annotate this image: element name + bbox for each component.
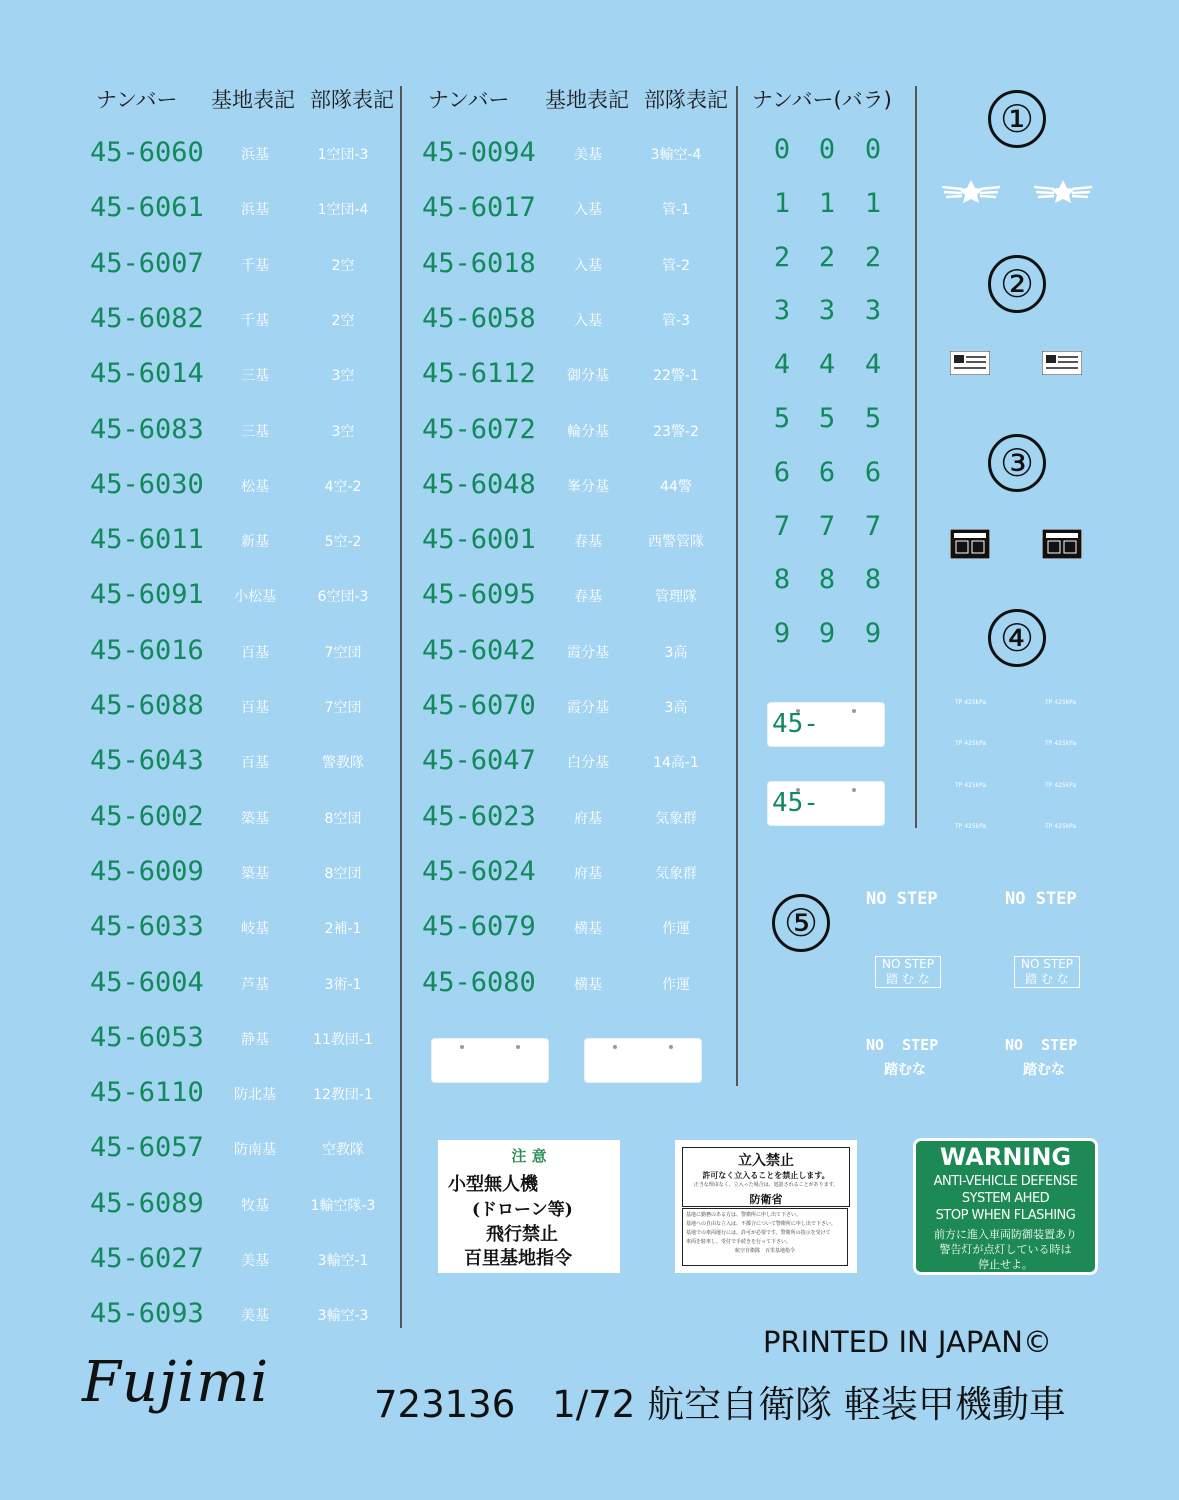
- base-label: 横基: [574, 921, 602, 938]
- loose-digit: 1: [818, 187, 836, 219]
- tire-pressure-label: TP 425kPa: [1045, 699, 1077, 706]
- unit-label: 7空団: [324, 700, 362, 716]
- base-label: 新基: [241, 534, 269, 551]
- base-label: 三基: [241, 423, 269, 440]
- unit-label: 3輸空-4: [650, 147, 702, 163]
- plate-number: 45-6024: [422, 855, 536, 887]
- loose-digit: 8: [864, 564, 882, 596]
- no-step-spaced: NO STEP: [1005, 1036, 1078, 1054]
- plate-number: 45-6112: [422, 358, 536, 390]
- unit-label: 7空団: [324, 644, 362, 661]
- header-unit-2: 部隊表記: [644, 88, 728, 112]
- plate-number: 45-6088: [90, 690, 204, 721]
- loose-digit: 9: [818, 618, 836, 650]
- divider-3: [915, 86, 917, 828]
- base-label: 芦基: [241, 976, 269, 993]
- plate-number: 45-6093: [90, 1298, 204, 1330]
- plate-number: 45-6089: [90, 1187, 204, 1219]
- unit-label: 管-1: [662, 202, 690, 219]
- plate-number: 45-6002: [90, 800, 204, 832]
- header-unit-1: 部隊表記: [310, 88, 394, 112]
- unit-label: 1空団-3: [317, 147, 369, 163]
- base-label: 防北基: [234, 1087, 276, 1104]
- plate-number: 45-6001: [422, 524, 536, 556]
- base-label: 浜基: [241, 202, 269, 219]
- unit-label: 23警-2: [653, 423, 699, 440]
- base-label: 入基: [574, 257, 602, 274]
- loose-digit: 5: [773, 403, 791, 434]
- plate-number: 45-6017: [422, 192, 536, 224]
- plate-number: 45-6047: [422, 745, 536, 777]
- base-label: 入基: [574, 312, 602, 329]
- base-label: 白分基: [567, 755, 609, 772]
- unit-label: 4空-2: [324, 478, 362, 495]
- plate-number: 45-6057: [90, 1132, 204, 1164]
- plate-number: 45-6023: [422, 800, 536, 832]
- loose-digit: 8: [773, 564, 791, 596]
- base-label: 春基: [574, 589, 602, 606]
- unit-label: 44警: [660, 478, 692, 495]
- marker-2: ②: [988, 255, 1046, 313]
- loose-digit: 3: [864, 295, 882, 327]
- unit-label: 8空団: [324, 865, 362, 882]
- unit-label: 気象群: [655, 865, 697, 882]
- plate-number: 45-6082: [90, 302, 204, 334]
- plate-number: 45-6091: [90, 579, 204, 611]
- plate-number: 45-6027: [90, 1243, 204, 1274]
- base-label: 輪分基: [567, 423, 609, 440]
- loose-digit: 6: [773, 456, 791, 488]
- product-title: 723136 1/72 航空自衛隊 軽装甲機動車: [374, 1383, 1066, 1426]
- unit-label: 1空団-4: [317, 202, 369, 219]
- placard-icon: [1042, 351, 1082, 375]
- base-label: 御分基: [567, 368, 609, 385]
- header-number-1: ナンバー: [96, 88, 178, 112]
- loose-digit: 7: [864, 510, 882, 542]
- loose-digit: 3: [773, 295, 791, 327]
- placard-icon: [950, 351, 990, 375]
- loose-digit: 5: [864, 403, 882, 434]
- header-number-2: ナンバー: [428, 88, 510, 112]
- tire-pressure-label: TP 425kPa: [955, 699, 987, 706]
- plate-number: 45-6009: [90, 855, 204, 887]
- loose-digit: 7: [818, 510, 836, 542]
- base-label: 美基: [241, 1253, 269, 1269]
- unit-label: 12教団-1: [313, 1087, 373, 1104]
- unit-label: 空教隊: [322, 1142, 364, 1159]
- unit-label: 作運: [662, 921, 690, 938]
- base-label: 霞分基: [567, 700, 609, 716]
- base-label: 防南基: [234, 1142, 276, 1159]
- plate-number: 45-6014: [90, 358, 204, 390]
- blank-plate: [432, 1039, 548, 1082]
- base-label: 築基: [241, 865, 269, 882]
- tire-pressure-label: TP 425kPa: [1045, 740, 1077, 747]
- unit-label: 気象群: [655, 810, 697, 827]
- loose-digit: 0: [773, 134, 791, 165]
- marker-3: ③: [988, 434, 1046, 492]
- loose-digit: 2: [773, 241, 791, 273]
- base-label: 築基: [241, 810, 269, 827]
- unit-label: 6空団-3: [317, 589, 369, 606]
- unit-label: 3空: [331, 368, 355, 385]
- brand-logo: Fujimi: [82, 1350, 270, 1415]
- loose-digit: 6: [818, 456, 836, 488]
- base-label: 岐基: [241, 921, 269, 938]
- header-base-1: 基地表記: [211, 88, 295, 112]
- plate-45: 45-: [768, 782, 884, 825]
- loose-digit: 0: [818, 134, 836, 165]
- marker-1: ①: [988, 90, 1046, 148]
- base-label: 百基: [241, 700, 269, 716]
- unit-label: 8空団: [324, 810, 362, 827]
- no-step-boxed: NO STEP 踏 む な: [1014, 956, 1080, 988]
- unit-label: 2補-1: [324, 921, 362, 938]
- plate-45: 45-: [768, 703, 884, 746]
- tire-pressure-label: TP 425kPa: [955, 740, 987, 747]
- unit-label: 警教隊: [322, 755, 364, 772]
- tire-pressure-label: TP 425kPa: [955, 782, 987, 789]
- jasdf-wing-emblem-icon: [1032, 177, 1094, 207]
- unit-label: 3空: [331, 423, 355, 440]
- base-label: 松基: [241, 478, 269, 495]
- plate-number: 45-6060: [90, 137, 204, 168]
- base-label: 千基: [241, 312, 269, 329]
- loose-digit: 4: [773, 349, 791, 381]
- plate-number: 45-6007: [90, 247, 204, 279]
- plate-number: 45-6011: [90, 524, 204, 556]
- plate-number: 45-6004: [90, 966, 204, 998]
- loose-digit: 0: [864, 134, 882, 165]
- loose-digit: 2: [818, 241, 836, 273]
- base-label: 横基: [574, 976, 602, 993]
- plate-number: 45-6033: [90, 911, 204, 943]
- blank-plate: [585, 1039, 701, 1082]
- base-label: 百基: [241, 755, 269, 772]
- no-step-spaced: NO STEP: [866, 1036, 939, 1054]
- unit-label: 作運: [662, 976, 690, 993]
- base-label: 府基: [574, 810, 602, 827]
- divider-2: [736, 86, 738, 1086]
- anti-vehicle-warning-sign: WARNING ANTI-VEHICLE DEFENSE SYSTEM AHED STOP WHEN FLASHING 前方に進入車両防御装置あり 警告灯が点灯している時は 停止せよ。: [913, 1138, 1098, 1275]
- base-label: 小松基: [234, 589, 276, 606]
- base-label: 浜基: [241, 147, 269, 163]
- base-label: 千基: [241, 257, 269, 274]
- unit-label: 管理隊: [655, 589, 697, 606]
- plate-number: 45-6079: [422, 911, 536, 943]
- plate-number: 45-6072: [422, 413, 536, 445]
- loose-digit: 5: [818, 403, 836, 434]
- plate-number: 45-6058: [422, 302, 536, 334]
- unit-label: 5空-2: [324, 534, 362, 551]
- loose-digit: 9: [773, 618, 791, 650]
- no-entry-sign: 立入禁止 許可なく立入ることを禁止します。 正当な理由なく、立入った場合は、処罰されることがあります。 防衛省 基地に勤務のある方は、警衛所に申し出て下さい。 基地への自由な立入は、不都合について警衛所に申し出で下さい。 基地での車両運行には、許可が必要です。警衛所の指示を受けて 車両を駐車し、受付で手続きを行って下さい。 航空自衛隊 百里基地指令: [675, 1140, 857, 1273]
- unit-label: 14高-1: [653, 755, 699, 772]
- unit-label: 3高: [664, 700, 688, 716]
- base-label: 百基: [241, 644, 269, 661]
- loose-digit: 9: [864, 618, 882, 650]
- base-label: 三基: [241, 368, 269, 385]
- plate-number: 45-6061: [90, 192, 204, 224]
- marker-4: ④: [988, 609, 1046, 667]
- base-label: 霞分基: [567, 644, 609, 661]
- no-step-bold: NO STEP: [866, 889, 938, 909]
- unit-label: 3術-1: [324, 976, 362, 993]
- unit-label: 西警管隊: [648, 534, 704, 551]
- tire-pressure-label: TP 425kPa: [1045, 782, 1077, 789]
- unit-label: 管-3: [662, 312, 690, 329]
- plate-number: 45-0094: [422, 137, 536, 168]
- plate-number: 45-6083: [90, 413, 204, 445]
- instrument-panel-icon: [1042, 529, 1082, 559]
- base-label: 府基: [574, 865, 602, 882]
- base-label: 美基: [241, 1308, 269, 1325]
- base-label: 美基: [574, 147, 602, 163]
- loose-digit: 3: [818, 295, 836, 327]
- unit-label: 1輸空隊-3: [310, 1197, 376, 1214]
- plate-number: 45-6110: [90, 1077, 204, 1109]
- base-label: 牧基: [241, 1197, 269, 1214]
- plate-number: 45-6016: [90, 634, 204, 666]
- loose-digit: 2: [864, 241, 882, 273]
- loose-digit: 6: [864, 456, 882, 488]
- loose-digit: 4: [864, 349, 882, 381]
- header-base-2: 基地表記: [545, 88, 629, 112]
- unit-label: 3高: [664, 644, 688, 661]
- base-label: 春基: [574, 534, 602, 551]
- plate-number: 45-6042: [422, 634, 536, 666]
- loose-digit: 8: [818, 564, 836, 596]
- unit-label: 11教団-1: [313, 1031, 373, 1048]
- base-label: 入基: [574, 202, 602, 219]
- unit-label: 管-2: [662, 257, 690, 274]
- marker-5: ⑤: [772, 894, 830, 952]
- loose-digit: 7: [773, 510, 791, 542]
- divider-1: [400, 86, 402, 1328]
- plate-number: 45-6048: [422, 468, 536, 500]
- unit-label: 3輸空-1: [317, 1253, 369, 1269]
- no-step-boxed: NO STEP 踏 む な: [875, 956, 941, 988]
- jasdf-wing-emblem-icon: [940, 177, 1002, 207]
- plate-number: 45-6080: [422, 966, 536, 998]
- plate-number: 45-6070: [422, 690, 536, 721]
- base-label: 静基: [241, 1031, 269, 1048]
- header-loose-numbers: ナンバー(バラ): [752, 88, 892, 112]
- unit-label: 2空: [331, 257, 355, 274]
- unit-label: 2空: [331, 312, 355, 329]
- plate-number: 45-6043: [90, 745, 204, 777]
- tire-pressure-label: TP 425kPa: [955, 823, 987, 830]
- no-step-jp: 踏むな: [884, 1062, 926, 1078]
- plate-number: 45-6030: [90, 468, 204, 500]
- printed-in-japan: PRINTED IN JAPAN©: [763, 1325, 1052, 1359]
- loose-digit: 1: [864, 187, 882, 219]
- plate-number: 45-6018: [422, 247, 536, 279]
- plate-number: 45-6095: [422, 579, 536, 611]
- drone-warning-sign: 注 意 小型無人機 (ドローン等) 飛行禁止 百里基地指令: [438, 1140, 620, 1273]
- unit-label: 22警-1: [653, 368, 699, 385]
- loose-digit: 1: [773, 187, 791, 219]
- plate-number: 45-6053: [90, 1021, 204, 1053]
- instrument-panel-icon: [950, 529, 990, 559]
- unit-label: 3輸空-3: [317, 1308, 369, 1325]
- no-step-jp: 踏むな: [1023, 1062, 1065, 1078]
- base-label: 峯分基: [567, 478, 609, 495]
- tire-pressure-label: TP 425kPa: [1045, 823, 1077, 830]
- no-step-bold: NO STEP: [1005, 889, 1077, 909]
- loose-digit: 4: [818, 349, 836, 381]
